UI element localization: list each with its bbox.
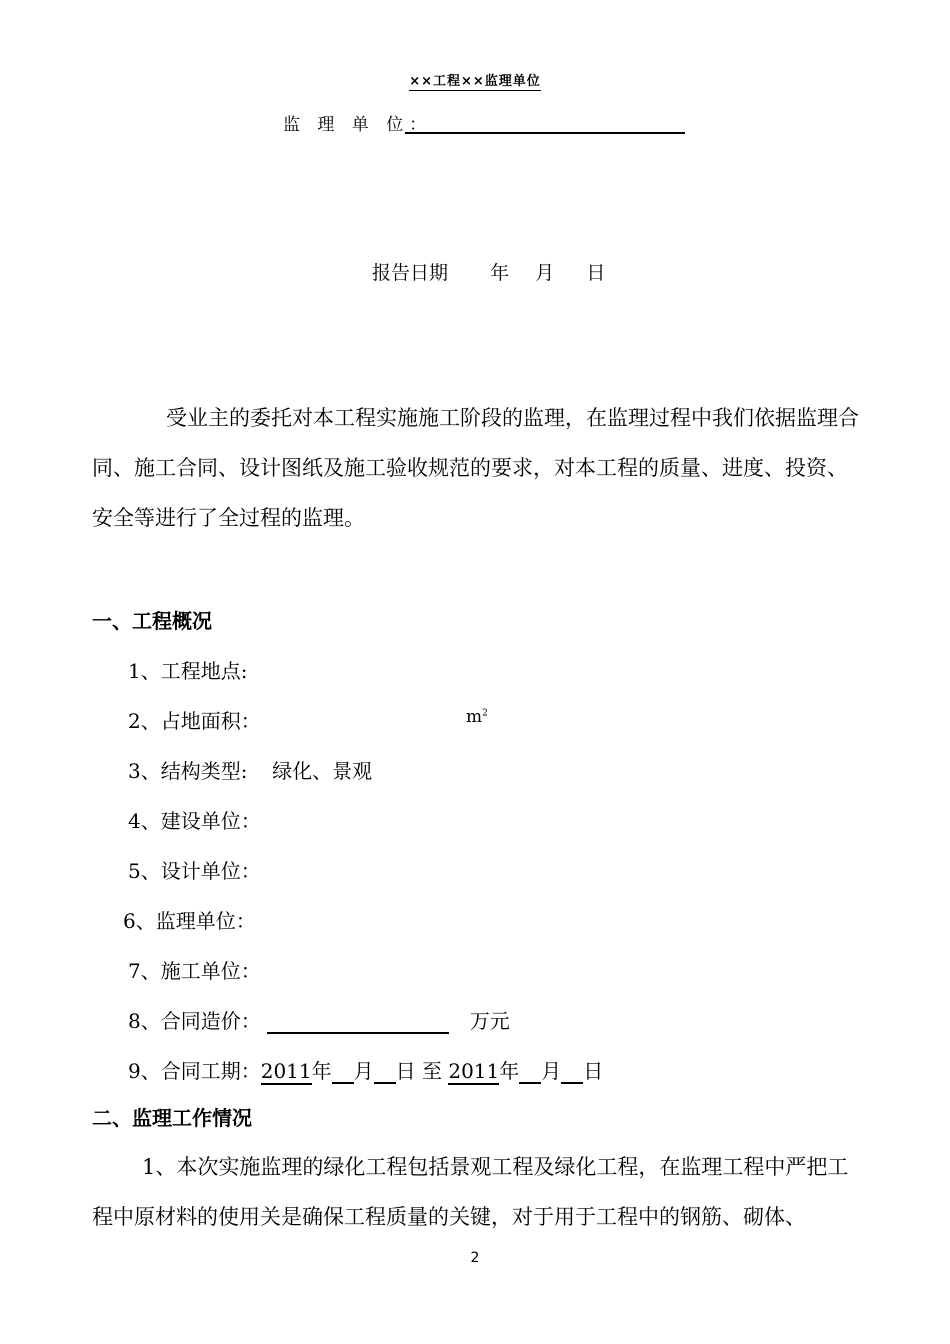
end-year: 2011	[448, 1059, 500, 1083]
item-area	[128, 705, 261, 734]
item-contract-price	[128, 1005, 510, 1034]
item-structure	[128, 755, 372, 784]
item-structure-value: 绿化、景观	[272, 759, 373, 783]
section-2-text: 1、本次实施监理的绿化工程包括景观工程及绿化工程，在监理工程中严把工程中原材料的使用关是确保工程质量的关键，对于用于工程中的钢筋、砌体、	[92, 1155, 849, 1229]
contract-price-blank	[267, 1010, 449, 1034]
item-owner	[128, 805, 261, 834]
item-supervisor-label: 6、监理单位：	[123, 909, 256, 933]
item-area-label: 2、占地面积：	[128, 709, 261, 733]
page-number: 2	[470, 1250, 480, 1266]
header-title: ××工程××监理单位	[409, 74, 541, 89]
report-date	[372, 258, 605, 285]
report-date-day: 日	[586, 262, 606, 284]
contract-price-unit: 万元	[469, 1009, 510, 1033]
document-header	[0, 70, 950, 89]
item-structure-label: 3、结构类型:	[128, 759, 248, 783]
section-1-title: 一、工程概况	[92, 609, 212, 633]
report-date-month: 月	[535, 262, 555, 284]
report-date-label: 报告日期	[372, 262, 449, 284]
item-location	[128, 655, 247, 684]
item-contractor	[128, 955, 261, 984]
item-designer-label: 5、设计单位：	[128, 859, 261, 883]
item-contract-period: 9、合同工期：2011年 月 日 至 2011年 月 日	[128, 1059, 604, 1083]
start-year: 2011	[260, 1059, 312, 1083]
section-2-paragraph	[92, 1142, 862, 1242]
intro-text: 受业主的委托对本工程实施施工阶段的监理，在监理过程中我们依据监理合同、施工合同、设计图纸及施工验收规范的要求，对本工程的质量、进度、投资、安全等进行了全过程的监理。	[92, 406, 859, 530]
period-to: 至	[422, 1059, 442, 1083]
item-area-unit: $m^2$	[466, 707, 488, 727]
item-contractor-label: 7、施工单位：	[128, 959, 261, 983]
item-supervisor	[123, 905, 256, 934]
section-2-title: 二、监理工作情况	[92, 1106, 252, 1130]
contract-period-label: 9、合同工期：	[128, 1059, 261, 1083]
supervision-unit-blank	[405, 132, 685, 134]
item-owner-label: 4、建设单位：	[128, 809, 261, 833]
item-location-label: 1、工程地点:	[128, 659, 248, 683]
supervision-unit-label: 监 理 单 位：	[283, 115, 433, 135]
item-contract-price-label: 8、合同造价：	[128, 1009, 261, 1033]
item-designer	[128, 855, 261, 884]
intro-paragraph	[92, 393, 862, 543]
report-date-year: 年	[490, 262, 510, 284]
